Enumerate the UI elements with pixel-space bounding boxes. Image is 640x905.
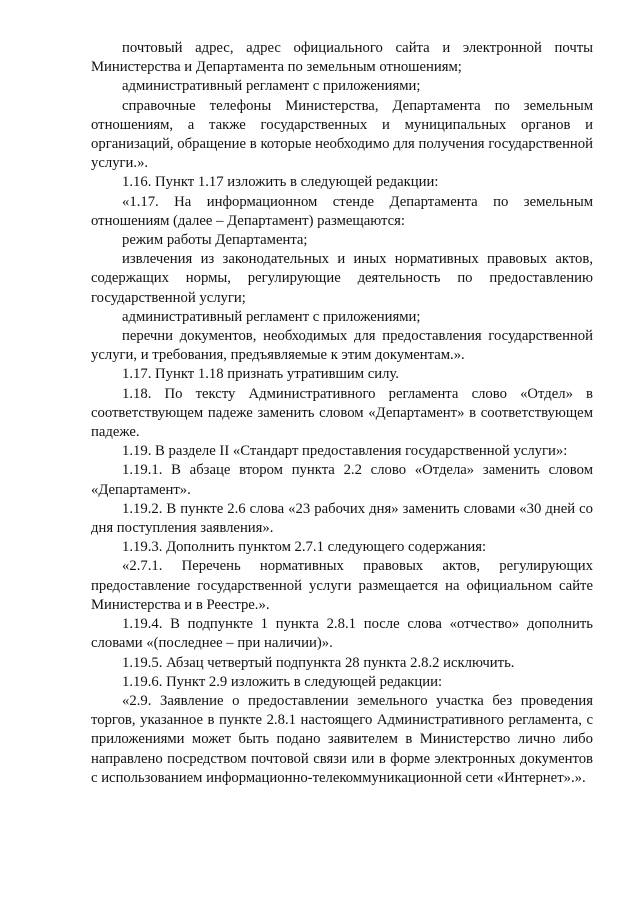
paragraph-item-1-19-4: 1.19.4. В подпункте 1 пункта 2.8.1 после слова «отчество» дополнить словами «(последнее – при наличии)». [91, 616, 593, 652]
paragraph-item-1-19-6: 1.19.6. Пункт 2.9 изложить в следующей редакции: [122, 673, 443, 690]
paragraph-document-lists: перечни документов, необходимых для предоставления государственной услуги, и требования, предъявляемые к этим документам.». [91, 328, 593, 364]
paragraph-legal-extracts: извлечения из законодательных и иных нормативных правовых актов, содержащих нормы, регулирующие деятельность по предоставлению государственной услуги; [91, 251, 593, 306]
paragraph-item-1-19: 1.19. В разделе II «Стандарт предоставления государственной услуги»: [122, 443, 568, 460]
document-body [91, 39, 593, 788]
paragraph-contacts-address: почтовый адрес, адрес официального сайта и электронной почты Министерства и Департамента по земельным отношениям; [91, 40, 593, 76]
paragraph-item-1-19-3: 1.19.3. Дополнить пунктом 2.7.1 следующего содержания: [122, 539, 487, 556]
paragraph-admin-regulation: административный регламент с приложениями; [122, 78, 421, 95]
paragraph-item-1-19-5: 1.19.5. Абзац четвертый подпункта 28 пункта 2.8.2 исключить. [122, 654, 515, 671]
paragraph-item-1-19-1: 1.19.1. В абзаце втором пункта 2.2 слово «Отдела» заменить словом «Департамент». [91, 462, 593, 498]
paragraph-admin-regulation-2: административный регламент с приложениями; [122, 308, 421, 325]
paragraph-item-2-7-1-quote: «2.7.1. Перечень нормативных правовых актов, регулирующих предоставление государственной услуги размещается на официальном сайте Министерства и в Реестре.». [91, 558, 593, 613]
paragraph-work-schedule: режим работы Департамента; [122, 232, 308, 249]
paragraph-item-1-17-quote: «1.17. На информационном стенде Департамента по земельным отношениям (далее – Департамент) размещаются: [91, 193, 593, 229]
paragraph-item-1-19-2: 1.19.2. В пункте 2.6 слова «23 рабочих дня» заменить словами «30 дней со дня поступления заявления». [91, 500, 593, 537]
paragraph-item-1-17: 1.17. Пункт 1.18 признать утратившим силу. [122, 366, 399, 383]
paragraph-item-1-18: 1.18. По тексту Административного регламента слово «Отдел» в соответствующем падеже заменить словом «Департамент» в соответствующем падеже. [91, 385, 593, 441]
paragraph-item-2-9-quote: «2.9. Заявление о предоставлении земельного участка без проведения торгов, указанное в пункте 2.8.1 настоящего Административного регламента, с приложениями может быть подано заявителем в Министерство лично либо направлено посредством почтовой связи или в форме электронных документов с использованием информационно-телекоммуникационной сети «Интернет».». [91, 692, 593, 786]
paragraph-reference-phones: справочные телефоны Министерства, Департамента по земельным отношениям, а также государственных и муниципальных органов и организаций, обращение в которые необходимо для получения государственной услуги.». [91, 97, 593, 172]
paragraph-item-1-16: 1.16. Пункт 1.17 изложить в следующей редакции: [122, 174, 439, 191]
